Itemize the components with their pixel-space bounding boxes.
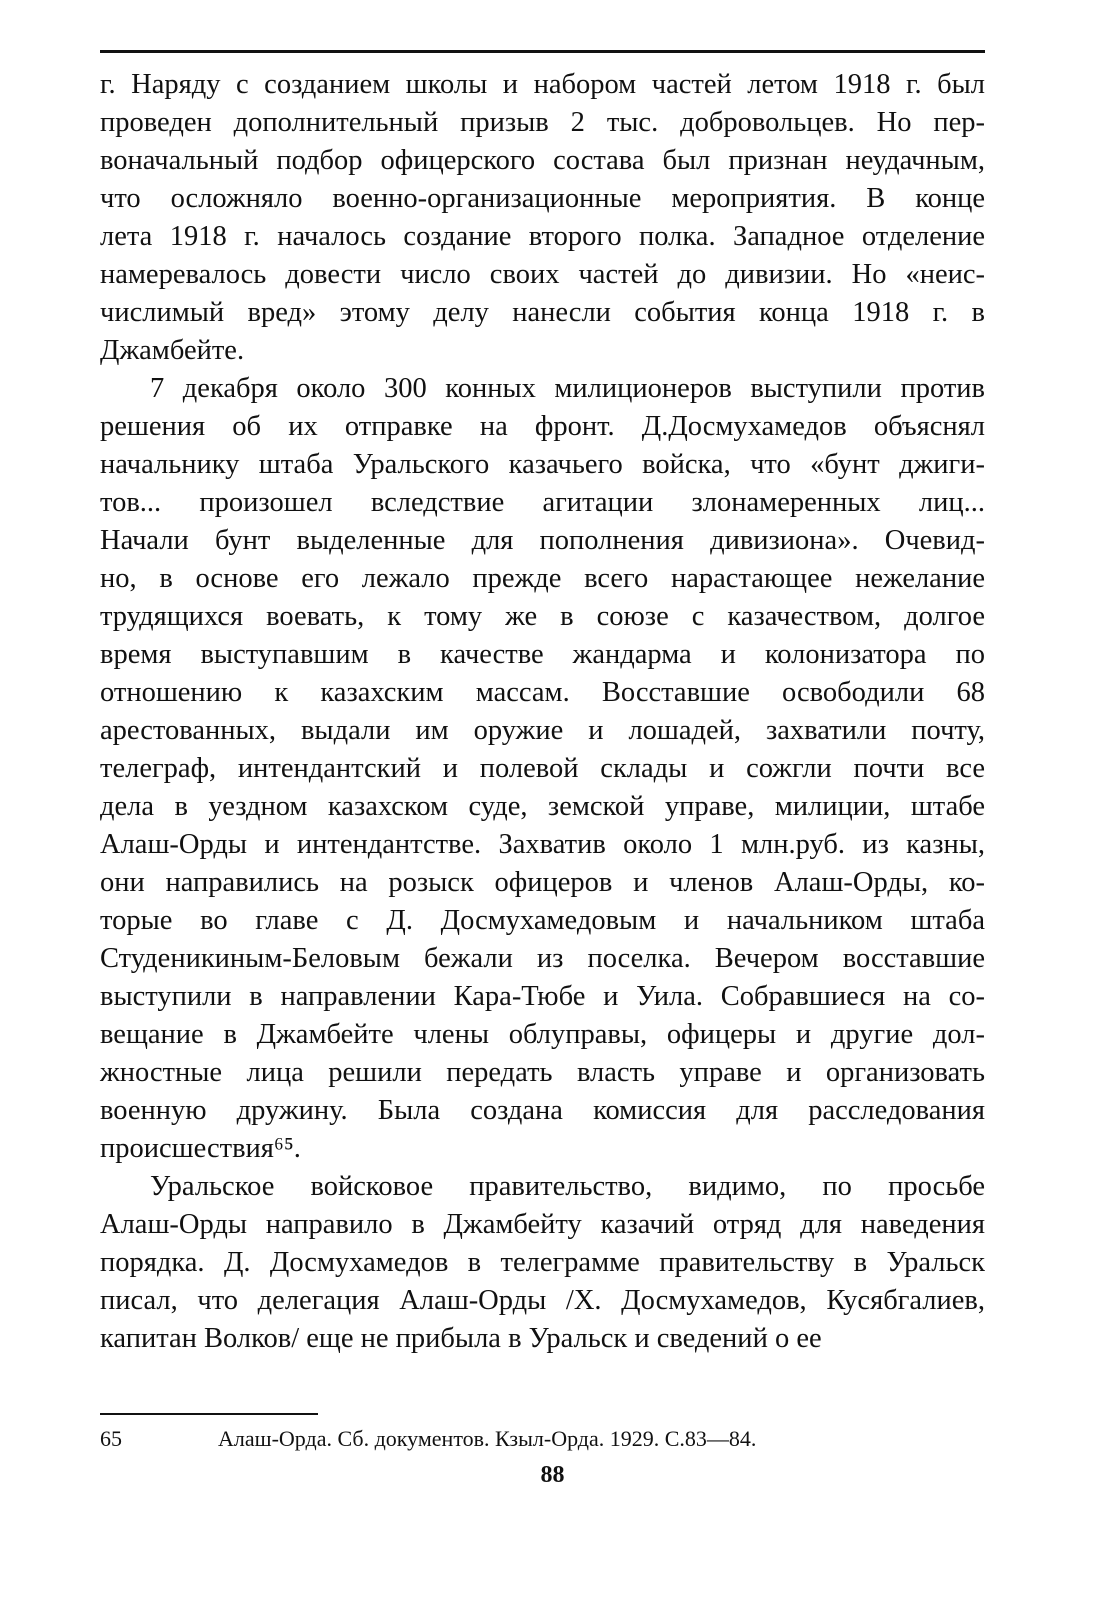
text-line: числимый вред» этому делу нанесли события конца 1918 г. в (100, 297, 985, 328)
text-line: Начали бунт выделенные для пополнения дивизиона». Очевид- (100, 525, 985, 556)
paragraph (100, 1168, 985, 1358)
text-line: капитан Волков/ еще не прибыла в Уральск и сведений о ее (100, 1323, 822, 1354)
text-line: Алаш-Орды направило в Джамбейту казачий отряд для наведения (100, 1209, 985, 1240)
top-rule (100, 50, 985, 53)
text-line: решения об их отправке на фронт. Д.Досмухамедов объяснял (100, 411, 985, 442)
text-line: что осложняло военно-организационные мероприятия. В конце (100, 183, 985, 214)
footnote-text: Алаш-Орда. Сб. документов. Кзыл-Орда. 1929. С.83—84. (218, 1426, 757, 1451)
body-text (100, 66, 985, 1358)
text-line: торые во главе с Д. Досмухамедовым и начальником штаба (100, 905, 985, 936)
text-line: лета 1918 г. началось создание второго полка. Западное отделение (100, 221, 985, 252)
text-line: они направились на розыск офицеров и членов Алаш-Орды, ко- (100, 867, 985, 898)
text-line: Алаш-Орды и интендантстве. Захватив около 1 млн.руб. из казны, (100, 829, 985, 860)
text-line: трудящихся воевать, к тому же в союзе с казачеством, долгое (100, 601, 985, 632)
text-line: писал, что делегация Алаш-Орды /Х. Досмухамедов, Кусябгалиев, (100, 1285, 985, 1316)
text-line: Уральское войсковое правительство, видимо, по просьбе (150, 1171, 985, 1202)
text-line: порядка. Д. Досмухамедов в телеграмме правительству в Уральск (100, 1247, 985, 1278)
text-line: воначальный подбор офицерского состава был признан неудачным, (100, 145, 985, 176)
text-line: вещание в Джамбейте члены облуправы, офицеры и другие дол- (100, 1019, 985, 1050)
text-line: но, в основе его лежало прежде всего нарастающее нежелание (100, 563, 985, 594)
text-line: выступили в направлении Кара-Тюбе и Уила. Собравшиеся на со- (100, 981, 985, 1012)
footnote-rule (100, 1413, 318, 1415)
page-number: 88 (540, 1462, 565, 1488)
text-line: телеграф, интендантский и полевой склады и сожгли почти все (100, 753, 985, 784)
text-line: намеревалось довести число своих частей до дивизии. Но «неис- (100, 259, 985, 290)
text-line: г. Наряду с созданием школы и набором частей летом 1918 г. был (100, 69, 985, 100)
paragraph (100, 370, 985, 1168)
text-line: дела в уездном казахском суде, земской управе, милиции, штабе (100, 791, 985, 822)
footnote (100, 1424, 985, 1454)
text-line: время выступавшим в качестве жандарма и колонизатора по (100, 639, 985, 670)
text-line: 7 декабря около 300 конных милиционеров выступили против (150, 373, 985, 404)
text-line: военную дружину. Была создана комиссия для расследования (100, 1095, 985, 1126)
text-line: отношению к казахским массам. Восставшие освободили 68 (100, 677, 985, 708)
text-line: жностные лица решили передать власть управе и организовать (100, 1057, 985, 1088)
footnote-number: 65 (100, 1426, 122, 1451)
text-line: Джамбейте. (100, 335, 245, 366)
text-line: Студеникиным-Беловым бежали из поселка. Вечером восставшие (100, 943, 985, 974)
text-line: арестованных, выдали им оружие и лошадей, захватили почту, (100, 715, 985, 746)
text-line: проведен дополнительный призыв 2 тыс. добровольцев. Но пер- (100, 107, 985, 138)
paragraph (100, 66, 985, 370)
text-line: тов... произошел вследствие агитации злонамеренных лиц... (100, 487, 985, 518)
text-line: происшествия⁶⁵. (100, 1133, 301, 1164)
text-line: начальнику штаба Уральского казачьего войска, что «бунт джиги- (100, 449, 985, 480)
